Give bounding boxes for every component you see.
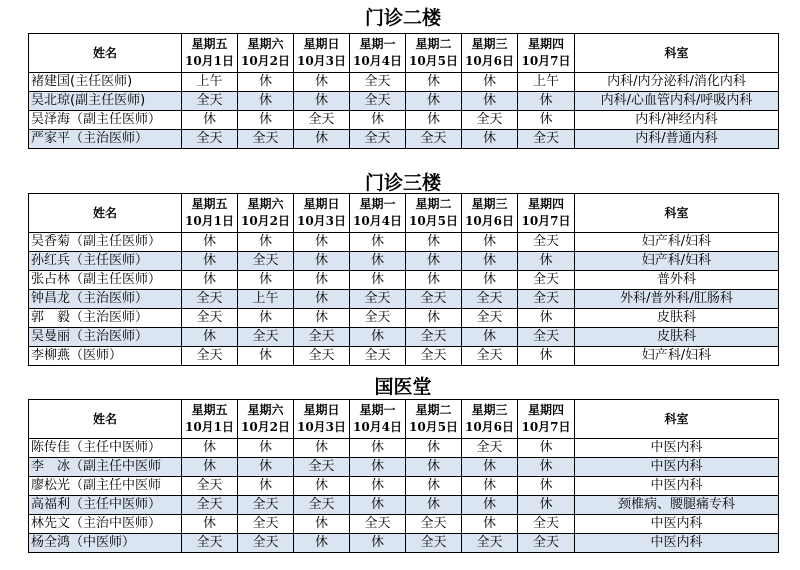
day-column-header	[518, 34, 575, 73]
shift-cell: 休	[518, 439, 575, 458]
shift-cell: 全天	[518, 515, 575, 534]
shift-cell: 休	[238, 73, 294, 92]
department-cell: 普外科	[575, 271, 779, 290]
shift-cell: 全天	[294, 458, 350, 477]
day-column-header	[406, 194, 462, 233]
weekday-label: 星期三	[471, 37, 508, 51]
dept-column-header: 科室	[575, 34, 779, 73]
day-column-header	[182, 34, 238, 73]
shift-cell: 休	[350, 477, 406, 496]
doctor-name: 严家平（主治医师）	[29, 130, 182, 149]
weekday-label: 星期二	[415, 37, 452, 51]
doctor-name: 郭 毅（主治医师）	[29, 309, 182, 328]
doctor-name: 吴香菊（副主任医师）	[29, 233, 182, 252]
shift-cell: 全天	[518, 328, 575, 347]
shift-cell: 休	[518, 496, 575, 515]
shift-cell: 休	[238, 111, 294, 130]
weekday-label: 星期六	[247, 197, 284, 211]
table-row	[29, 347, 779, 366]
day-column-header	[350, 400, 406, 439]
shift-cell: 休	[350, 328, 406, 347]
department-cell: 中医内科	[575, 458, 779, 477]
day-column-header	[462, 194, 518, 233]
shift-cell: 全天	[238, 534, 294, 553]
shift-cell: 休	[350, 534, 406, 553]
table-row	[29, 477, 779, 496]
weekday-label: 星期四	[527, 403, 564, 417]
shift-cell: 休	[350, 252, 406, 271]
shift-cell: 休	[294, 252, 350, 271]
shift-cell: 休	[350, 458, 406, 477]
shift-cell: 休	[294, 515, 350, 534]
day-column-header	[406, 34, 462, 73]
shift-cell: 全天	[518, 534, 575, 553]
table-row	[29, 92, 779, 111]
section-title: 国医堂	[374, 376, 432, 398]
date-label: 10月6日	[464, 420, 515, 434]
shift-cell: 全天	[294, 111, 350, 130]
weekday-label: 星期三	[471, 403, 508, 417]
shift-cell: 上午	[518, 73, 575, 92]
shift-cell: 休	[406, 73, 462, 92]
shift-cell: 休	[350, 439, 406, 458]
shift-cell: 休	[406, 458, 462, 477]
day-column-header	[294, 194, 350, 233]
shift-cell: 休	[406, 111, 462, 130]
table-row	[29, 534, 779, 553]
department-cell: 皮肤科	[575, 328, 779, 347]
shift-cell: 全天	[518, 290, 575, 309]
shift-cell: 全天	[182, 309, 238, 328]
shift-cell: 全天	[350, 309, 406, 328]
header-row	[29, 400, 779, 439]
shift-cell: 全天	[238, 252, 294, 271]
shift-cell: 休	[518, 92, 575, 111]
day-column-header	[294, 34, 350, 73]
shift-cell: 休	[350, 233, 406, 252]
name-column-header: 姓名	[29, 400, 182, 439]
date-label: 10月7日	[521, 214, 571, 228]
department-cell: 颈椎病、腰腿痛专科	[575, 496, 779, 515]
shift-cell: 休	[294, 271, 350, 290]
shift-cell: 休	[406, 92, 462, 111]
shift-cell: 休	[406, 233, 462, 252]
shift-cell: 休	[238, 439, 294, 458]
shift-cell: 休	[462, 73, 518, 92]
shift-cell: 全天	[462, 534, 518, 553]
shift-cell: 休	[182, 111, 238, 130]
doctor-name: 吴泽海（副主任医师）	[29, 111, 182, 130]
shift-cell: 全天	[350, 73, 406, 92]
day-column-header	[406, 400, 462, 439]
shift-cell: 全天	[294, 328, 350, 347]
table-row	[29, 111, 779, 130]
shift-cell: 休	[294, 534, 350, 553]
doctor-name: 吴北琼(副主任医师)	[29, 92, 182, 111]
department-cell: 内科/内分泌科/消化内科	[575, 73, 779, 92]
name-column-header: 姓名	[29, 34, 182, 73]
shift-cell: 休	[182, 328, 238, 347]
shift-cell: 休	[406, 477, 462, 496]
day-column-header	[350, 194, 406, 233]
shift-cell: 全天	[518, 271, 575, 290]
shift-cell: 休	[182, 439, 238, 458]
shift-cell: 休	[238, 92, 294, 111]
weekday-label: 星期六	[247, 403, 284, 417]
shift-cell: 全天	[406, 328, 462, 347]
shift-cell: 休	[462, 130, 518, 149]
shift-cell: 休	[518, 458, 575, 477]
doctor-name: 李 冰（副主任中医师	[29, 458, 182, 477]
department-cell: 内科/普通内科	[575, 130, 779, 149]
section-title: 门诊二楼	[364, 7, 441, 29]
date-label: 10月4日	[352, 214, 403, 228]
shift-cell: 全天	[238, 328, 294, 347]
shift-cell: 全天	[182, 477, 238, 496]
shift-cell: 休	[182, 515, 238, 534]
table-row	[29, 130, 779, 149]
weekday-label: 星期五	[191, 197, 228, 211]
doctor-name: 陈传佳（主任中医师）	[29, 439, 182, 458]
table-row	[29, 290, 779, 309]
shift-cell: 休	[238, 347, 294, 366]
doctor-name: 孙红兵（主任医师）	[29, 252, 182, 271]
day-column-header	[518, 400, 575, 439]
day-column-header	[462, 400, 518, 439]
shift-cell: 休	[406, 439, 462, 458]
shift-cell: 休	[238, 233, 294, 252]
day-column-header	[238, 194, 294, 233]
shift-cell: 全天	[406, 290, 462, 309]
shift-cell: 全天	[462, 347, 518, 366]
table-row	[29, 252, 779, 271]
weekday-label: 星期一	[359, 403, 396, 417]
shift-cell: 休	[350, 496, 406, 515]
date-label: 10月5日	[408, 54, 459, 68]
shift-cell: 上午	[238, 290, 294, 309]
doctor-name: 钟昌龙（主治医师）	[29, 290, 182, 309]
doctor-name: 林先文（主治中医师）	[29, 515, 182, 534]
shift-cell: 全天	[238, 515, 294, 534]
header-row	[29, 34, 779, 73]
table-row	[29, 439, 779, 458]
shift-cell: 全天	[462, 290, 518, 309]
shift-cell: 休	[238, 477, 294, 496]
shift-cell: 休	[294, 92, 350, 111]
weekday-label: 星期日	[303, 37, 340, 51]
dept-column-header: 科室	[575, 194, 779, 233]
shift-cell: 休	[462, 233, 518, 252]
department-cell: 内科/心血管内科/呼吸内科	[575, 92, 779, 111]
department-cell: 妇产科/妇科	[575, 252, 779, 271]
shift-cell: 休	[182, 233, 238, 252]
shift-cell: 休	[518, 347, 575, 366]
shift-cell: 休	[462, 477, 518, 496]
day-column-header	[182, 194, 238, 233]
shift-cell: 全天	[350, 92, 406, 111]
date-label: 10月7日	[521, 54, 571, 68]
table-row	[29, 458, 779, 477]
weekday-label: 星期六	[247, 37, 284, 51]
date-label: 10月7日	[521, 420, 571, 434]
shift-cell: 休	[462, 496, 518, 515]
shift-cell: 休	[294, 439, 350, 458]
shift-cell: 休	[518, 252, 575, 271]
shift-cell: 全天	[294, 496, 350, 515]
shift-cell: 休	[518, 111, 575, 130]
day-column-header	[238, 400, 294, 439]
department-cell: 妇产科/妇科	[575, 233, 779, 252]
department-cell: 外科/普外科/肛肠科	[575, 290, 779, 309]
table-row	[29, 271, 779, 290]
weekday-label: 星期三	[471, 197, 508, 211]
shift-cell: 全天	[182, 130, 238, 149]
department-cell: 中医内科	[575, 515, 779, 534]
shift-cell: 全天	[518, 233, 575, 252]
shift-cell: 全天	[182, 290, 238, 309]
shift-cell: 全天	[406, 515, 462, 534]
shift-cell: 全天	[238, 496, 294, 515]
shift-cell: 休	[182, 271, 238, 290]
shift-cell: 全天	[406, 347, 462, 366]
date-label: 10月6日	[464, 54, 515, 68]
weekday-label: 星期一	[359, 197, 396, 211]
date-label: 10月5日	[408, 420, 459, 434]
weekday-label: 星期五	[191, 403, 228, 417]
department-cell: 皮肤科	[575, 309, 779, 328]
doctor-name: 吴曼丽（主治医师）	[29, 328, 182, 347]
weekday-label: 星期二	[415, 403, 452, 417]
day-column-header	[238, 34, 294, 73]
schedule-table	[28, 33, 779, 149]
doctor-name: 高福利（主任中医师）	[29, 496, 182, 515]
shift-cell: 全天	[350, 347, 406, 366]
date-label: 10月3日	[296, 420, 347, 434]
shift-cell: 休	[350, 271, 406, 290]
shift-cell: 全天	[406, 130, 462, 149]
shift-cell: 休	[238, 309, 294, 328]
department-cell: 妇产科/妇科	[575, 347, 779, 366]
shift-cell: 休	[294, 309, 350, 328]
date-label: 10月3日	[296, 214, 347, 228]
table-row	[29, 496, 779, 515]
shift-cell: 全天	[182, 496, 238, 515]
weekday-label: 星期二	[415, 197, 452, 211]
shift-cell: 休	[182, 252, 238, 271]
dept-column-header: 科室	[575, 400, 779, 439]
department-cell: 中医内科	[575, 534, 779, 553]
shift-cell: 全天	[518, 130, 575, 149]
shift-cell: 全天	[406, 534, 462, 553]
shift-cell: 全天	[462, 111, 518, 130]
shift-cell: 休	[462, 515, 518, 534]
name-column-header: 姓名	[29, 194, 182, 233]
shift-cell: 休	[462, 328, 518, 347]
shift-cell: 休	[294, 233, 350, 252]
date-label: 10月1日	[184, 420, 235, 434]
shift-cell: 休	[294, 290, 350, 309]
table-row	[29, 328, 779, 347]
section-title: 门诊三楼	[364, 172, 441, 194]
shift-cell: 全天	[462, 309, 518, 328]
weekday-label: 星期四	[527, 37, 564, 51]
date-label: 10月2日	[240, 420, 291, 434]
date-label: 10月4日	[352, 54, 403, 68]
day-column-header	[518, 194, 575, 233]
shift-cell: 休	[238, 458, 294, 477]
date-label: 10月1日	[184, 54, 235, 68]
day-column-header	[462, 34, 518, 73]
shift-cell: 休	[518, 309, 575, 328]
table-row	[29, 515, 779, 534]
date-label: 10月2日	[240, 214, 291, 228]
doctor-name: 廖松光（副主任中医师	[29, 477, 182, 496]
weekday-label: 星期日	[303, 403, 340, 417]
shift-cell: 全天	[350, 515, 406, 534]
doctor-name: 杨全鸿（中医师）	[29, 534, 182, 553]
day-column-header	[350, 34, 406, 73]
table-row	[29, 309, 779, 328]
date-label: 10月5日	[408, 214, 459, 228]
day-column-header	[182, 400, 238, 439]
date-label: 10月2日	[240, 54, 291, 68]
doctor-name: 李柳燕（医师）	[29, 347, 182, 366]
department-cell: 中医内科	[575, 477, 779, 496]
shift-cell: 全天	[350, 290, 406, 309]
schedule-table	[28, 193, 779, 366]
shift-cell: 休	[406, 496, 462, 515]
shift-cell: 休	[294, 477, 350, 496]
shift-cell: 休	[350, 111, 406, 130]
shift-cell: 休	[462, 458, 518, 477]
shift-cell: 全天	[182, 347, 238, 366]
shift-cell: 上午	[182, 73, 238, 92]
department-cell: 中医内科	[575, 439, 779, 458]
shift-cell: 休	[182, 458, 238, 477]
day-column-header	[294, 400, 350, 439]
schedule-table	[28, 399, 779, 553]
weekday-label: 星期五	[191, 37, 228, 51]
shift-cell: 休	[406, 271, 462, 290]
shift-cell: 休	[294, 73, 350, 92]
weekday-label: 星期一	[359, 37, 396, 51]
shift-cell: 休	[462, 252, 518, 271]
shift-cell: 休	[406, 309, 462, 328]
table-row	[29, 233, 779, 252]
shift-cell: 全天	[350, 130, 406, 149]
table-row	[29, 73, 779, 92]
date-label: 10月4日	[352, 420, 403, 434]
shift-cell: 全天	[182, 92, 238, 111]
shift-cell: 休	[518, 477, 575, 496]
department-cell: 内科/神经内科	[575, 111, 779, 130]
header-row	[29, 194, 779, 233]
weekday-label: 星期四	[527, 197, 564, 211]
shift-cell: 休	[406, 252, 462, 271]
shift-cell: 休	[462, 92, 518, 111]
date-label: 10月6日	[464, 214, 515, 228]
shift-cell: 全天	[294, 347, 350, 366]
shift-cell: 全天	[182, 534, 238, 553]
weekday-label: 星期日	[303, 197, 340, 211]
shift-cell: 休	[462, 271, 518, 290]
date-label: 10月3日	[296, 54, 347, 68]
date-label: 10月1日	[184, 214, 235, 228]
shift-cell: 全天	[462, 439, 518, 458]
shift-cell: 全天	[238, 130, 294, 149]
shift-cell: 休	[238, 271, 294, 290]
doctor-name: 褚建国(主任医师)	[29, 73, 182, 92]
shift-cell: 休	[294, 130, 350, 149]
doctor-name: 张占林（副主任医师）	[29, 271, 182, 290]
